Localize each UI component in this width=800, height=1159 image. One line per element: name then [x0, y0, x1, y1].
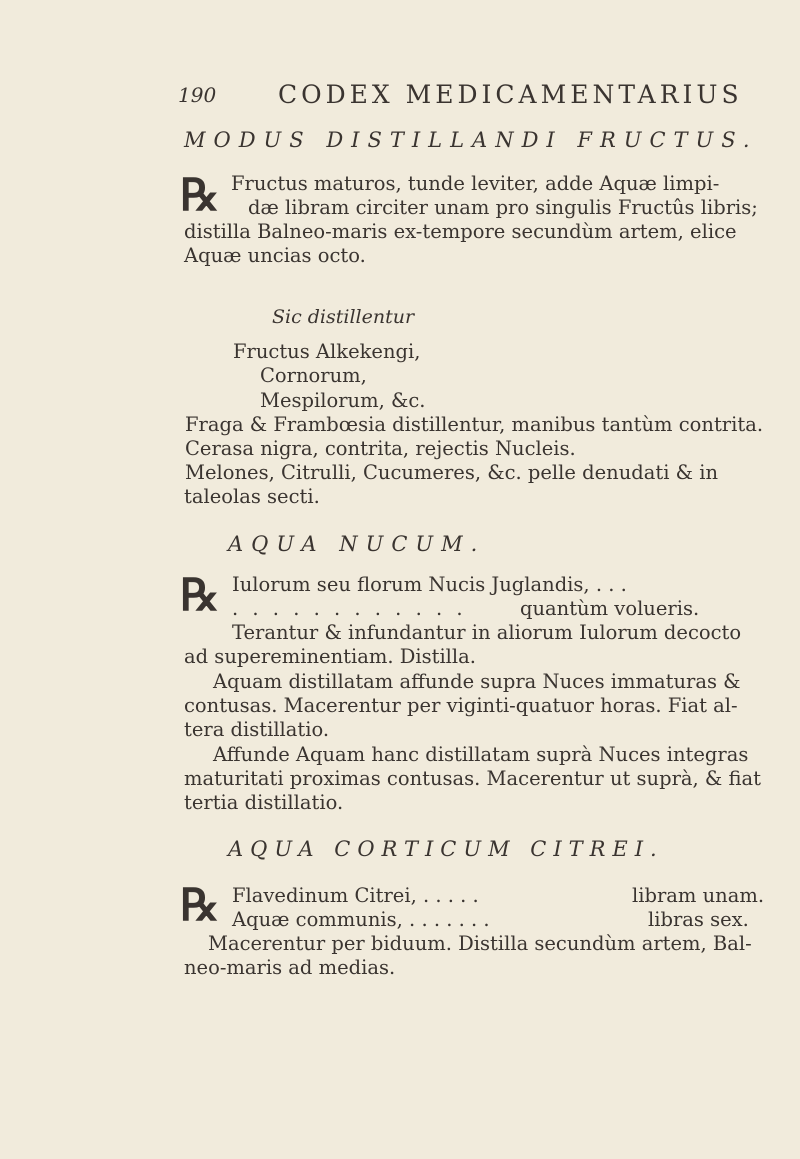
ingredient-quantity: libras sex.	[648, 908, 749, 931]
text-line: neo-maris ad medias.	[184, 956, 396, 979]
list-item: Cornorum,	[260, 364, 367, 387]
section-heading-fructus: MODUS DISTILLANDI FRUCTUS.	[184, 128, 758, 152]
text-line: Aquam distillatam affunde supra Nuces immaturas &	[213, 670, 741, 693]
text-line: Macerentur per biduum. Distilla secundùm artem, Bal-	[208, 932, 752, 955]
text-line: Terantur & infundantur in aliorum Iulorum decocto	[232, 621, 742, 644]
list-item: Mespilorum, &c.	[260, 389, 426, 412]
recipe-rx-icon	[178, 570, 228, 616]
svg-text:℞: ℞	[180, 170, 220, 216]
text-line: tera distillatio.	[184, 718, 330, 741]
ingredient-dots: . . . . . . . . . . . .	[232, 597, 467, 620]
ingredient-quantity: libram unam.	[632, 884, 765, 907]
section-heading-aqua-corticum-citrei: AQUA CORTICUM CITREI.	[228, 837, 664, 861]
text-line: tertia distillatio.	[184, 791, 344, 814]
list-item: Cerasa nigra, contrita, rejectis Nucleis.	[185, 437, 576, 460]
running-head: CODEX MEDICAMENTARIUS	[278, 80, 743, 109]
text-line: Affunde Aquam hanc distillatam suprà Nuces integras	[213, 743, 749, 766]
list-item: Fraga & Frambœsia distillentur, manibus tantùm contrita.	[185, 413, 764, 436]
ingredient-line: Aquæ communis, . . . . . . .	[232, 908, 490, 931]
svg-text:℞: ℞	[180, 880, 220, 926]
text-line: Fructus maturos, tunde leviter, adde Aquæ limpi-	[231, 172, 720, 195]
list-item: Fructus Alkekengi,	[233, 340, 421, 363]
recipe-rx-icon	[178, 880, 228, 926]
ingredient-line: Flavedinum Citrei, . . . . .	[232, 884, 479, 907]
section-heading-aqua-nucum: AQUA NUCUM.	[228, 532, 486, 556]
subheading-sic-distillentur: Sic distillentur	[272, 306, 415, 328]
text-line: contusas. Macerentur per viginti-quatuor horas. Fiat al-	[184, 694, 738, 717]
list-item: Melones, Citrulli, Cucumeres, &c. pelle denudati & in	[185, 461, 719, 484]
list-item: taleolas secti.	[184, 485, 320, 508]
ingredient-line: Iulorum seu florum Nucis Juglandis, . . .	[232, 573, 627, 596]
page-number: 190	[178, 83, 217, 107]
text-line: Aquæ uncias octo.	[184, 244, 366, 267]
text-line: ad supereminentiam. Distilla.	[184, 645, 476, 668]
recipe-rx-icon	[178, 170, 228, 216]
svg-text:℞: ℞	[180, 570, 220, 616]
text-line: maturitati proximas contusas. Macerentur ut suprà, & fiat	[184, 767, 761, 790]
text-line: dæ libram circiter unam pro singulis Fructûs libris;	[248, 196, 758, 219]
text-line: distilla Balneo-maris ex-tempore secundùm artem, elice	[184, 220, 737, 243]
ingredient-quantity: quantùm volueris.	[520, 597, 700, 620]
